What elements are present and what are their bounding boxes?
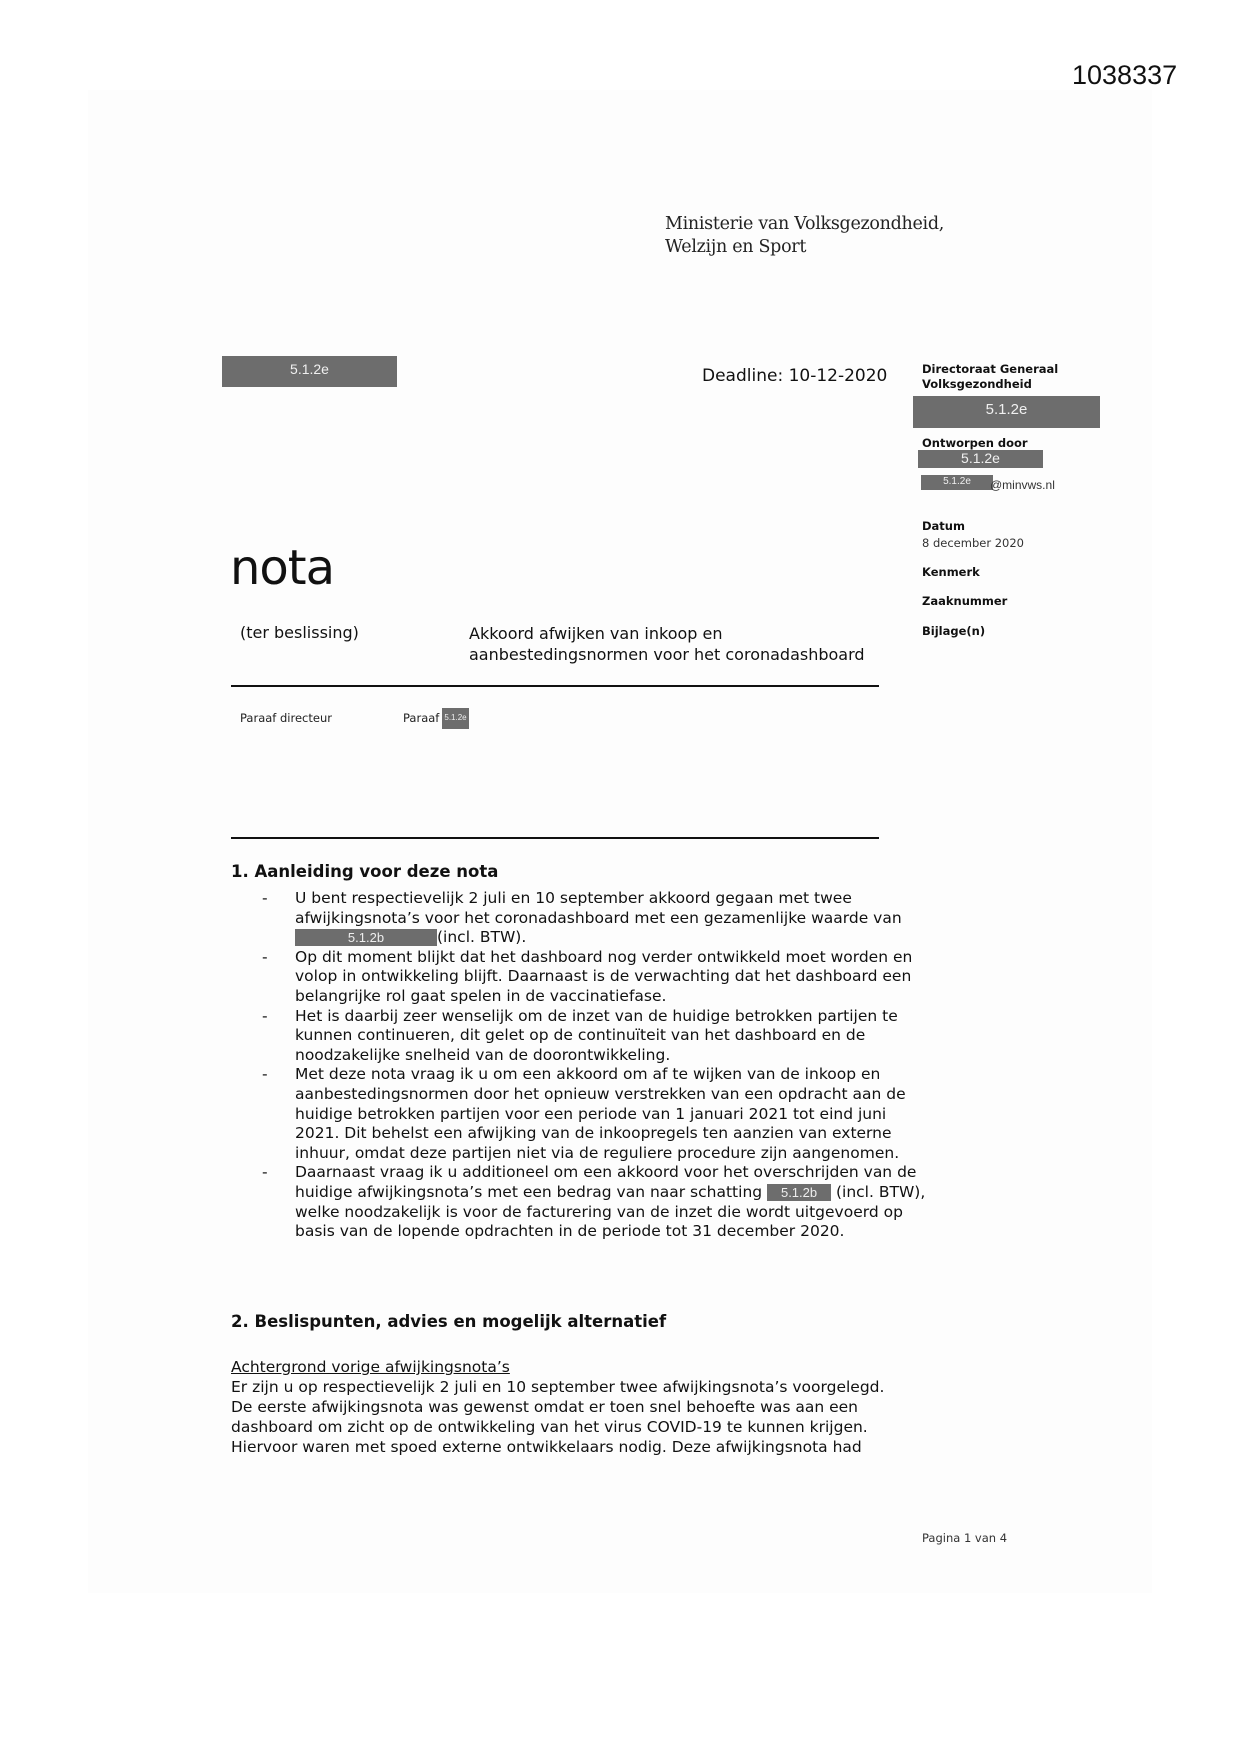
divider-bottom	[231, 837, 879, 839]
section-1-bullet-list	[231, 889, 931, 1242]
directorate-label-line-1: Directoraat Generaal	[922, 362, 1059, 376]
attachments-label: Bijlage(n)	[922, 624, 986, 638]
section-2-paragraph-1: Er zijn u op respectievelijk 2 juli en 10 september twee afwijkingsnota’s voorgelegd.	[231, 1378, 885, 1396]
document-type-title: nota	[230, 540, 335, 596]
bullet-text: Met deze nota vraag ik u om een akkoord om af te wijken van de inkoop en aanbestedingsnormen door het opnieuw verstrekken van een opdracht aan de huidige betrokken partijen voor een periode van 1 januari 2021 tot eind juni 2021. Dit behelst een afwijking van de inkoopregels ten aanzien van externe inhuur, omdat deze partijen niet via de reguliere procedure zijn aangenomen.	[295, 1065, 906, 1162]
ministry-line-2: Welzijn en Sport	[665, 237, 807, 257]
designed-by-label: Ontworpen door	[922, 436, 1028, 450]
bullet-text-suffix: (incl. BTW), welke noodzakelijk is voor de facturering van de inzet die wordt uitgevoerd op basis van de lopende opdrachten in de periode tot 31 december 2020.	[295, 1182, 926, 1241]
document-id: 1038337	[1072, 60, 1178, 90]
reference-label: Kenmerk	[922, 565, 980, 579]
paraaf-director-label: Paraaf directeur	[240, 711, 332, 725]
case-number-label: Zaaknummer	[922, 594, 1008, 608]
bullet-dash: -	[262, 889, 268, 907]
deadline: Deadline: 10-12-2020	[702, 366, 888, 386]
list-item	[231, 948, 931, 1007]
document-subtype: (ter beslissing)	[240, 623, 359, 642]
directorate-label-line-2: Volksgezondheid	[922, 377, 1032, 391]
email-domain: @minvws.nl	[990, 478, 1055, 492]
paraaf-redaction: 5.1.2e	[442, 708, 469, 729]
section-1-heading: 1. Aanleiding voor deze nota	[231, 862, 499, 881]
bullet-dash: -	[262, 1065, 268, 1084]
list-item	[231, 1163, 931, 1241]
page-number: Pagina 1 van 4	[922, 1531, 1008, 1545]
email-redaction: 5.1.2e	[921, 475, 993, 490]
date-label: Datum	[922, 519, 965, 533]
list-item	[231, 889, 931, 948]
list-item	[231, 1065, 931, 1163]
ministry-logo-text	[665, 213, 944, 259]
bullet-dash: -	[262, 1163, 268, 1182]
amount-redaction: 5.1.2b	[295, 929, 437, 946]
bullet-text: Op dit moment blijkt dat het dashboard nog verder ontwikkeld moet worden en volop in ontwikkeling blijft. Daarnaast is de verwachting dat het dashboard een belangrijke rol gaat spelen in de vaccinatiefase.	[295, 947, 913, 1005]
amount-redaction: 5.1.2b	[767, 1184, 831, 1201]
bullet-text: Daarnaast vraag ik u additioneel om een akkoord voor het overschrijden van de huidige afwijkingsnota’s met een bedrag van naar schatting	[295, 1163, 917, 1201]
bullet-text: U bent respectievelijk 2 juli en 10 september akkoord gegaan met twee afwijkingsnota’s voor het coronadashboard met een gezamenlijke waarde van	[295, 889, 902, 927]
bullet-dash: -	[262, 1006, 268, 1025]
subject-line-2: aanbestedingsnormen voor het coronadashboard	[469, 645, 865, 664]
list-item	[231, 1007, 931, 1066]
directorate-redaction: 5.1.2e	[913, 396, 1100, 428]
bullet-text-suffix: (incl. BTW).	[437, 928, 527, 947]
section-2-body	[231, 1357, 931, 1457]
designed-by-redaction: 5.1.2e	[918, 450, 1043, 468]
redacted-recipient: 5.1.2e	[222, 356, 397, 387]
section-2-heading: 2. Beslispunten, advies en mogelijk alternatief	[231, 1312, 667, 1331]
divider-top	[231, 685, 879, 687]
ministry-line-1: Ministerie van Volksgezondheid,	[665, 214, 945, 234]
subject-line-1: Akkoord afwijken van inkoop en	[469, 624, 723, 643]
bullet-text: Het is daarbij zeer wenselijk om de inzet van de huidige betrokken partijen te kunnen continueren, dit gelet op de continuïteit van het dashboard en de noodzakelijke snelheid van de doorontwikkeling.	[295, 1006, 898, 1064]
section-2-paragraph-2: De eerste afwijkingsnota was gewenst omdat er toen snel behoefte was aan een dashboard om zicht op de ontwikkeling van het virus COVID-19 te kunnen krijgen. Hiervoor waren met spoed externe ontwikkelaars nodig. Deze afwijkingsnota had	[231, 1398, 868, 1456]
directorate-label	[922, 362, 1058, 392]
section-2-subheading: Achtergrond vorige afwijkingsnota’s	[231, 1358, 510, 1376]
bullet-dash: -	[262, 947, 268, 966]
date-value: 8 december 2020	[922, 536, 1024, 550]
paraaf-other-label: Paraaf	[403, 711, 440, 725]
document-subject	[469, 623, 865, 665]
